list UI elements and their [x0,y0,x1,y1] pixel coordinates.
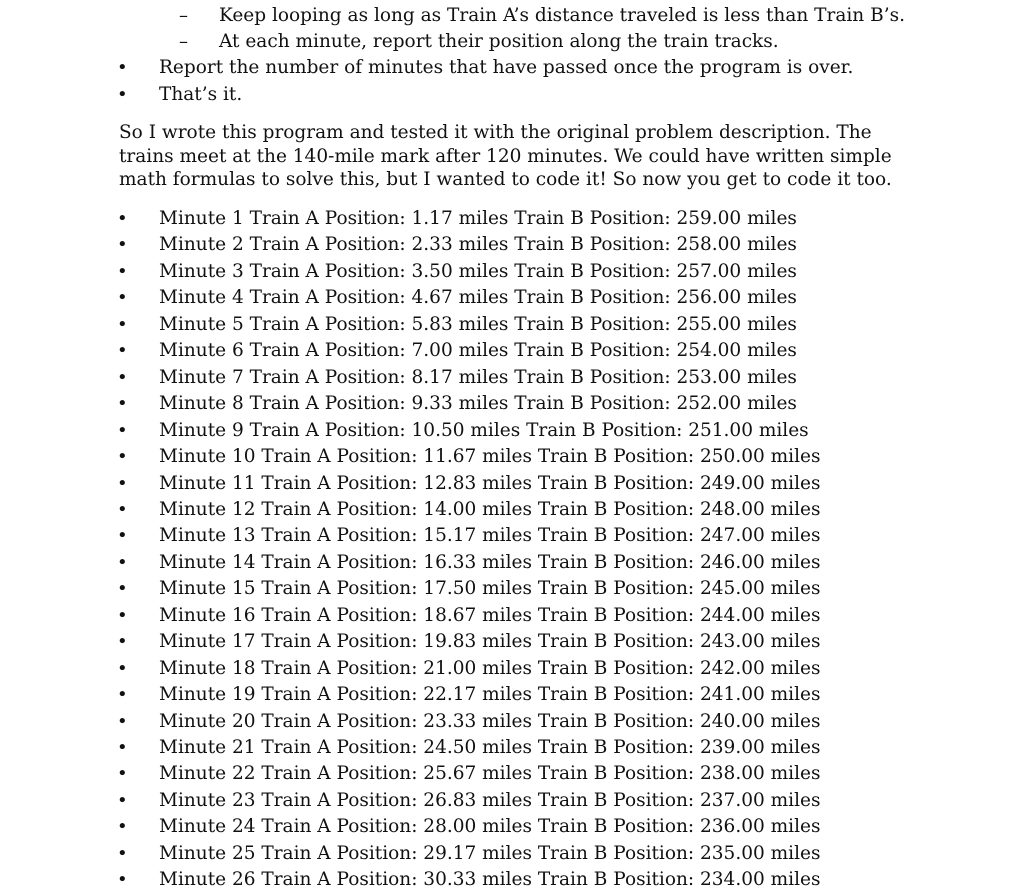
output-line-text: Minute 7 Train A Position: 8.17 miles Train B Position: 253.00 miles [159,366,797,388]
output-line-text: Minute 14 Train A Position: 16.33 miles Train B Position: 246.00 miles [159,551,821,573]
bullet-marker: • [117,446,128,467]
bullet-marker: • [117,525,128,547]
output-line-text: Minute 22 Train A Position: 25.67 miles Train B Position: 238.00 miles [159,763,821,785]
output-line-text: Minute 5 Train A Position: 5.83 miles Train B Position: 255.00 miles [159,313,797,335]
list-item [0,260,1018,284]
output-line-text: Minute 23 Train A Position: 26.83 miles Train B Position: 237.00 miles [159,789,821,811]
bullet-marker: • [117,842,128,864]
bullet-marker: • [117,366,128,388]
bullet-marker: • [117,57,128,78]
list-item [0,762,1018,786]
output-line-text: Minute 18 Train A Position: 21.00 miles Train B Position: 242.00 miles [159,657,821,679]
list-item [0,445,1018,469]
bullet-marker: • [117,393,128,415]
bullet-marker: • [117,578,128,600]
bullet-marker: • [117,234,128,256]
list-item [0,551,1018,575]
bullet-marker: • [117,208,128,229]
bullet-text: Report the number of minutes that have passed once the program is over. [159,57,854,78]
bullet-marker: • [117,313,128,335]
list-item [0,392,1018,416]
output-line-text: Minute 13 Train A Position: 15.17 miles Train B Position: 247.00 miles [159,525,821,547]
sub-bullet-text: Keep looping as long as Train A’s distance traveled is less than Train B’s. [219,5,905,26]
dash-marker: – [179,5,188,26]
bullet-marker: • [117,604,128,626]
output-line-text: Minute 3 Train A Position: 3.50 miles Train B Position: 257.00 miles [159,260,797,282]
bullet-marker: • [117,260,128,282]
sub-bullet-text: At each minute, report their position along the train tracks. [219,31,779,52]
bullet-marker: • [117,737,128,758]
output-line-text: Minute 20 Train A Position: 23.33 miles Train B Position: 240.00 miles [159,710,821,732]
list-item [0,313,1018,337]
list-item [0,842,1018,866]
list-item [0,630,1018,654]
output-line-text: Minute 8 Train A Position: 9.33 miles Train B Position: 252.00 miles [159,393,797,415]
output-line-text: Minute 1 Train A Position: 1.17 miles Train B Position: 259.00 miles [159,208,797,229]
output-line-text: Minute 9 Train A Position: 10.50 miles Train B Position: 251.00 miles [159,419,809,441]
bullet-marker: • [117,789,128,811]
bullet-text: That’s it. [159,84,243,105]
output-line-text: Minute 25 Train A Position: 29.17 miles Train B Position: 235.00 miles [159,842,821,864]
output-line-text: Minute 2 Train A Position: 2.33 miles Train B Position: 258.00 miles [159,234,797,256]
list-item [0,419,1018,443]
bullet-marker: • [117,816,128,838]
output-line-text: Minute 10 Train A Position: 11.67 miles Train B Position: 250.00 miles [159,446,821,467]
output-line-text: Minute 26 Train A Position: 30.33 miles Train B Position: 234.00 miles [159,869,821,891]
bullet-marker: • [117,472,128,494]
list-item [0,815,1018,839]
list-item [0,577,1018,601]
list-item [0,789,1018,813]
list-item [0,233,1018,257]
bullet-marker: • [117,84,128,105]
list-item [0,207,1018,231]
list-item [0,657,1018,681]
list-item [0,710,1018,734]
list-item [0,366,1018,390]
bullet-marker: • [117,498,128,520]
dash-marker: – [179,31,188,52]
bullet-marker: • [117,340,128,362]
output-line-text: Minute 6 Train A Position: 7.00 miles Train B Position: 254.00 miles [159,340,797,362]
sub-bullet-item [0,30,1018,54]
bullet-marker: • [117,551,128,573]
output-line-text: Minute 19 Train A Position: 22.17 miles Train B Position: 241.00 miles [159,684,821,706]
output-line-text: Minute 16 Train A Position: 18.67 miles Train B Position: 244.00 miles [159,604,821,626]
bullet-marker: • [117,869,128,891]
list-item [0,868,1018,892]
list-item [0,736,1018,760]
output-line-text: Minute 15 Train A Position: 17.50 miles Train B Position: 245.00 miles [159,578,821,600]
output-line-text: Minute 11 Train A Position: 12.83 miles Train B Position: 249.00 miles [159,472,821,494]
bullet-marker: • [117,763,128,785]
output-line-text: Minute 21 Train A Position: 24.50 miles Train B Position: 239.00 miles [159,737,821,758]
bullet-item [0,83,1018,107]
list-item [0,524,1018,548]
list-item [0,286,1018,310]
bullet-marker: • [117,657,128,679]
output-line-text: Minute 17 Train A Position: 19.83 miles Train B Position: 243.00 miles [159,631,821,653]
bullet-marker: • [117,419,128,441]
list-item [0,604,1018,628]
list-item [0,683,1018,707]
sub-bullet-item [0,4,1018,28]
output-line-text: Minute 12 Train A Position: 14.00 miles Train B Position: 248.00 miles [159,498,821,520]
list-item [0,498,1018,522]
bullet-item [0,56,1018,80]
bullet-marker: • [117,287,128,309]
body-paragraph: So I wrote this program and tested it with the original problem description. The trains meet at the 140-mile mark after 120 minutes. We could have written simple math formulas to solve this, but I wanted to code it! So now you get to code it too. [119,122,892,190]
bullet-marker: • [117,710,128,732]
output-line-text: Minute 24 Train A Position: 28.00 miles Train B Position: 236.00 miles [159,816,821,838]
list-item [0,472,1018,496]
bullet-marker: • [117,631,128,653]
output-line-text: Minute 4 Train A Position: 4.67 miles Train B Position: 256.00 miles [159,287,797,309]
bullet-marker: • [117,684,128,706]
list-item [0,339,1018,363]
